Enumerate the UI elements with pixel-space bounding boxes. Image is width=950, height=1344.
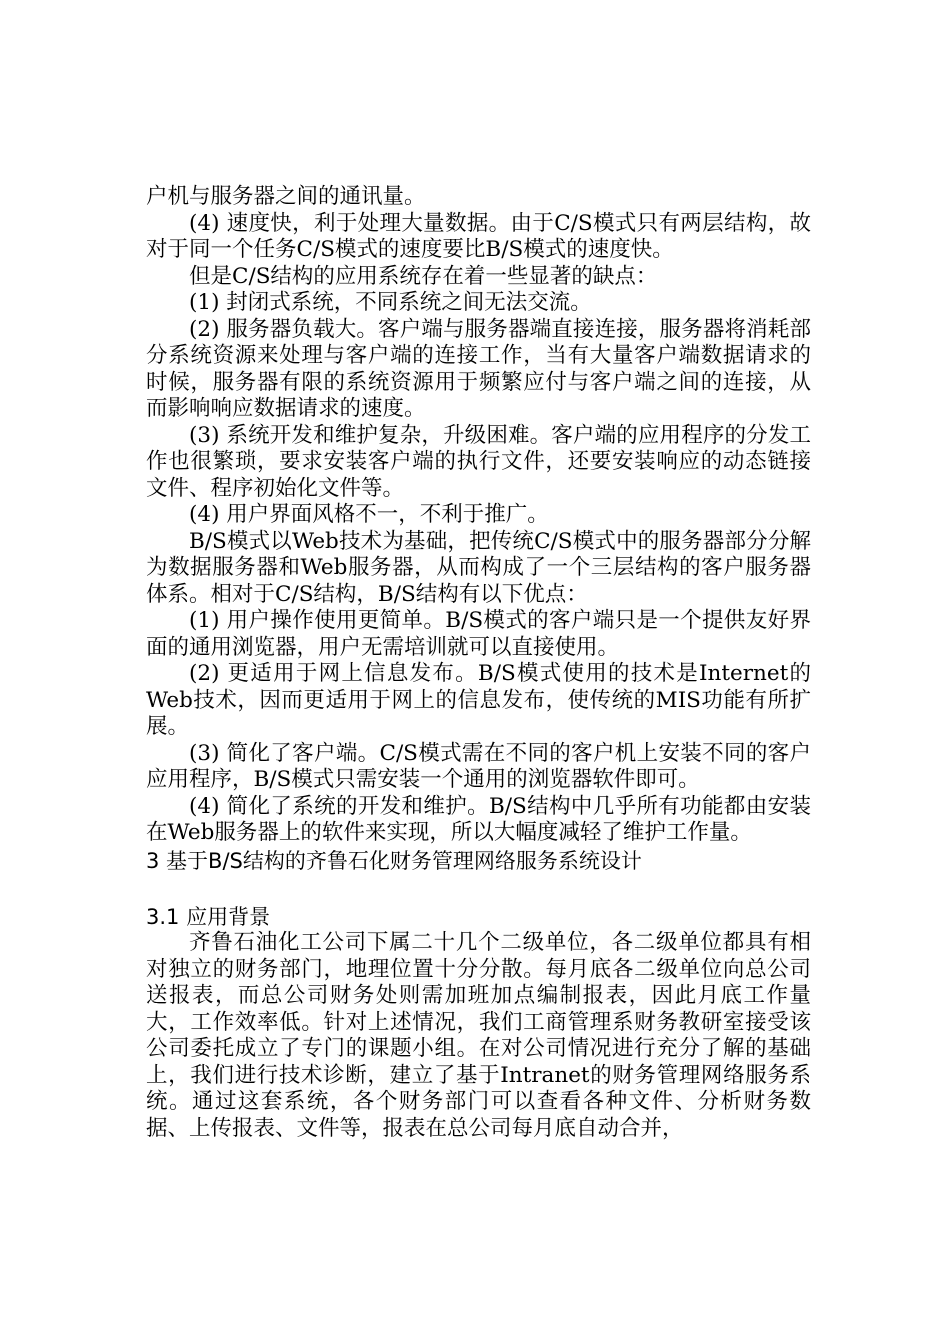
paragraph-bs-advantage-4: (4) 简化了系统的开发和维护。B/S结构中几乎所有功能都由安装在Web服务器上的软件来实现，所以大幅度减轻了维护工作量。 bbox=[146, 793, 811, 845]
paragraph-bs-advantage-3: (3) 简化了客户端。C/S模式需在不同的客户机上安装不同的客户应用程序，B/S模式只需安装一个通用的浏览器软件即可。 bbox=[146, 740, 811, 792]
paragraph-cs-drawback-4: (4) 用户界面风格不一，不利于推广。 bbox=[189, 502, 549, 527]
paragraph-cs-drawbacks-intro: 但是C/S结构的应用系统存在着一些显著的缺点： bbox=[189, 263, 658, 289]
body-text-block bbox=[146, 184, 811, 847]
section-heading: 3 基于B/S结构的齐鲁石化财务管理网络服务系统设计 bbox=[146, 849, 642, 873]
paragraph-continuation: 户机与服务器之间的通讯量。 bbox=[146, 184, 426, 209]
paragraph-cs-advantage-4: (4) 速度快，利于处理大量数据。由于C/S模式只有两层结构，故对于同一个任务C/S模式的速度要比B/S模式的速度快。 bbox=[146, 210, 811, 262]
paragraph-cs-drawback-1: (1) 封闭式系统，不同系统之间无法交流。 bbox=[189, 290, 592, 315]
paragraph-bs-intro: B/S模式以Web技术为基础，把传统C/S模式中的服务器部分分解为数据服务器和Web服务器，从而构成了一个三层结构的客户服务器体系。相对于C/S结构，B/S结构有以下优点： bbox=[146, 528, 811, 607]
paragraph-cs-drawback-2: (2) 服务器负载大。客户端与服务器端直接连接，服务器将消耗部分系统资源来处理与客户端的连接工作，当有大量客户端数据请求的时候，服务器有限的系统资源用于频繁应付与客户端之间的连接，从而影响响应数据请求的速度。 bbox=[146, 316, 811, 421]
body-text-block bbox=[146, 930, 811, 1142]
subsection-heading: 3.1 应用背景 bbox=[146, 905, 271, 929]
paragraph-bs-advantage-2: (2) 更适用于网上信息发布。B/S模式使用的技术是Internet的Web技术，因而更适用于网上的信息发布，使传统的MIS功能有所扩展。 bbox=[146, 661, 811, 739]
paragraph-cs-drawback-3: (3) 系统开发和维护复杂，升级困难。客户端的应用程序的分发工作也很繁琐，要求安装客户端的执行文件，还要安装响应的动态链接文件、程序初始化文件等。 bbox=[146, 422, 811, 501]
paragraph-bs-advantage-1: (1) 用户操作使用更简单。B/S模式的客户端只是一个提供友好界面的通用浏览器，用户无需培训就可以直接使用。 bbox=[146, 608, 811, 660]
paragraph-background: 齐鲁石油化工公司下属二十几个二级单位，各二级单位都具有相对独立的财务部门，地理位置十分分散。每月底各二级单位向总公司送报表，而总公司财务处则需加班加点编制报表，因此月底工作量大，工作效率低。针对上述情况，我们工商管理系财务教研室接受该公司委托成立了专门的课题小组。在对公司情况进行充分了解的基础上，我们进行技术诊断，建立了基于Intranet的财务管理网络服务系统。通过这套系统，各个财务部门可以查看各种文件、分析财务数据、上传报表、文件等，报表在总公司每月底自动合并， bbox=[146, 930, 811, 1141]
